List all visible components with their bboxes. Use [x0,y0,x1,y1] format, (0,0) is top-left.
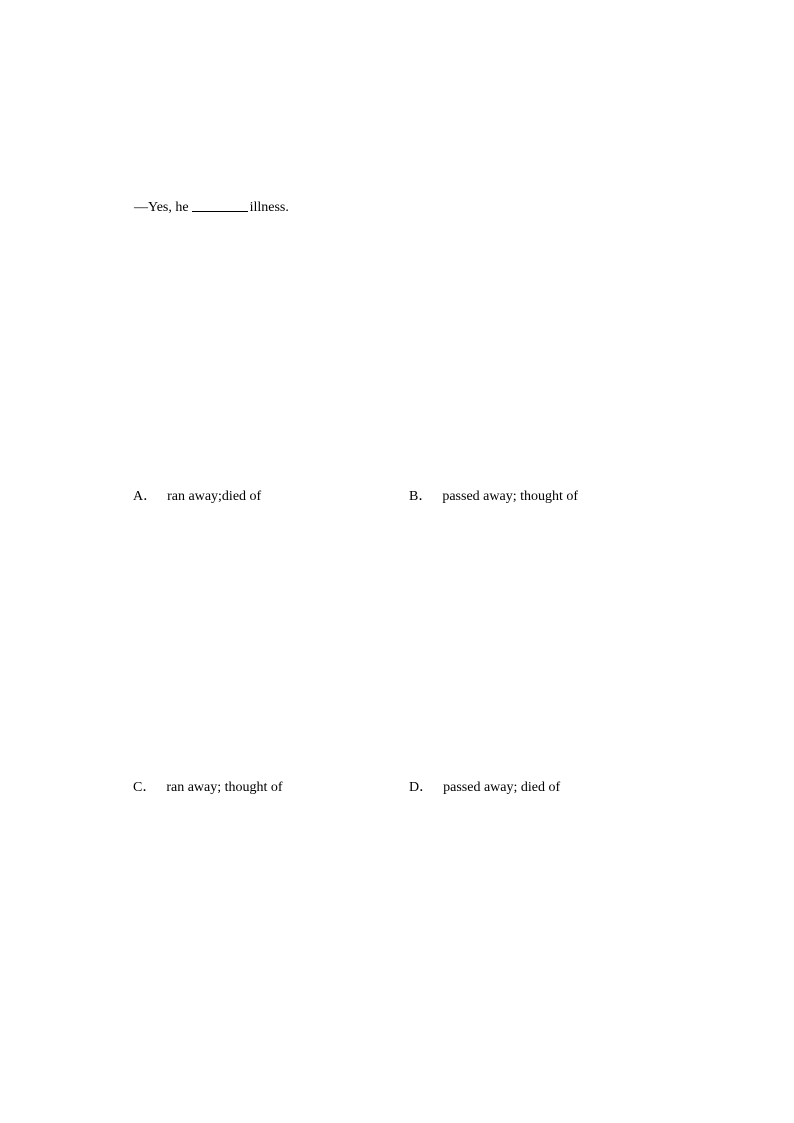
option-a [133,490,261,504]
answer-prefix: —Yes, he [134,200,189,215]
option-d-letter: D． [409,780,434,795]
option-b [409,490,578,504]
option-c-text: ran away; thought of [166,780,283,795]
option-a-text: ran away;died of [167,489,262,504]
option-d-text: passed away; died of [443,780,561,795]
option-c-letter: C． [133,780,157,795]
option-a-letter: A． [133,489,158,504]
option-b-letter: B． [409,489,433,504]
answer-suffix: illness. [249,200,289,215]
option-d [409,781,560,795]
answer-line [134,199,289,215]
fill-in-blank [192,199,248,212]
option-c [133,781,283,795]
option-b-text: passed away; thought of [442,489,579,504]
